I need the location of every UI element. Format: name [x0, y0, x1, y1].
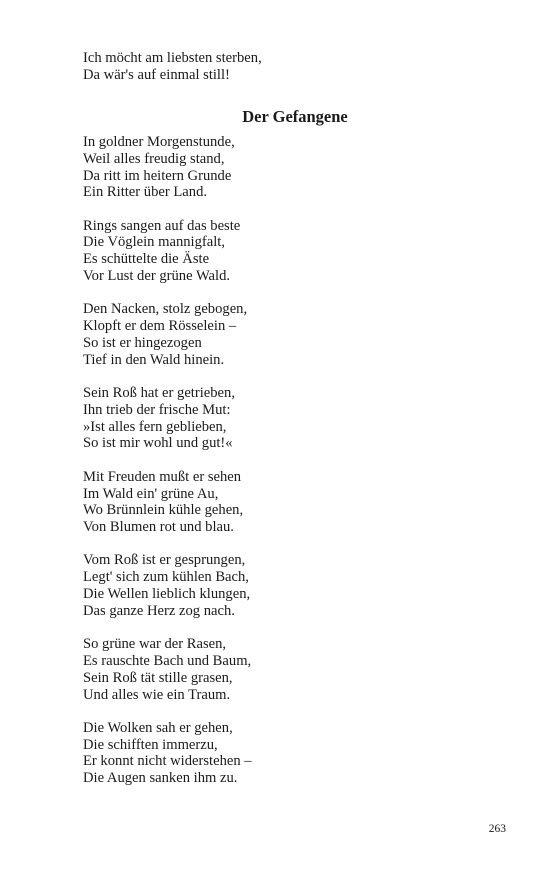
- stanza: [83, 218, 483, 285]
- poem-line: Weil alles freudig stand,: [83, 150, 225, 167]
- poem-line: So ist mir wohl und gut!«: [83, 435, 233, 452]
- poem-line: Die schifften immerzu,: [83, 736, 218, 753]
- stanza: [83, 469, 483, 536]
- poem-line: Die Augen sanken ihm zu.: [83, 770, 238, 787]
- poem-line: Ich möcht am liebsten sterben,: [83, 50, 262, 66]
- poem-line: Da wär's auf einmal still!: [83, 66, 230, 83]
- poem-line: Den Nacken, stolz gebogen,: [83, 301, 248, 318]
- poem-line: Tief in den Wald hinein.: [83, 351, 225, 368]
- poem-line: Ein Ritter über Land.: [83, 184, 208, 201]
- poem-line: Das ganze Herz zog nach.: [83, 602, 235, 619]
- poem-line: So grüne war der Rasen,: [83, 636, 227, 653]
- poem-line: Sein Roß tät stille grasen,: [83, 669, 233, 686]
- poem-line: Legt' sich zum kühlen Bach,: [83, 569, 249, 586]
- poem-line: Klopft er dem Rösselein –: [83, 318, 237, 335]
- poem-body: [83, 134, 483, 804]
- poem-line: Es schüttelte die Äste: [83, 251, 210, 268]
- stanza: [83, 636, 483, 703]
- poem-line: Und alles wie ein Traum.: [83, 686, 231, 703]
- poem-line: Von Blumen rot und blau.: [83, 519, 234, 536]
- stanza: [83, 720, 483, 787]
- poem-line: In goldner Morgenstunde,: [83, 134, 235, 150]
- poem-line: Mit Freuden mußt er sehen: [83, 468, 242, 485]
- page-number: 263: [488, 823, 506, 835]
- poem-line: Die Vöglein mannigfalt,: [83, 234, 225, 251]
- poem-line: Die Wellen lieblich klungen,: [83, 586, 251, 603]
- stanza: [83, 552, 483, 619]
- stanza: [83, 301, 483, 368]
- poem-line: Im Wald ein' grüne Au,: [83, 485, 219, 502]
- stanza: [83, 385, 483, 452]
- poem-line: Vor Lust der grüne Wald.: [83, 268, 231, 285]
- poem-line: Er konnt nicht widerstehen –: [83, 753, 252, 770]
- poem-line: »Ist alles fern geblieben,: [83, 418, 227, 435]
- poem-line: Die Wolken sah er gehen,: [83, 719, 233, 736]
- poem-line: Ihn trieb der frische Mut:: [83, 401, 231, 418]
- poem-line: Es rauschte Bach und Baum,: [83, 652, 252, 669]
- stanza: [83, 134, 483, 201]
- poem-line: Sein Roß hat er getrieben,: [83, 385, 235, 402]
- poem-line: Wo Brünnlein kühle gehen,: [83, 502, 244, 519]
- poem-line: Vom Roß ist er gesprungen,: [83, 552, 246, 569]
- previous-poem-ending: [83, 50, 483, 84]
- poem-line: So ist er hingezogen: [83, 334, 202, 351]
- poem-line: Rings sangen auf das beste: [83, 217, 241, 234]
- poem-title: Der Gefangene: [242, 107, 348, 126]
- poem-line: Da ritt im heitern Grunde: [83, 167, 232, 184]
